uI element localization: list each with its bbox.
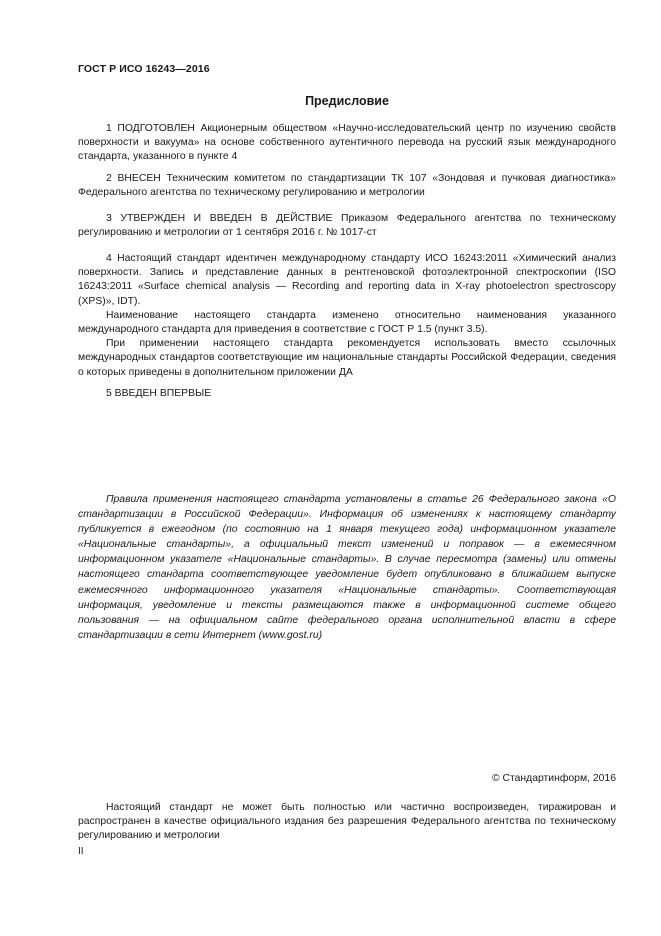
reproduction-notice: Настоящий стандарт не может быть полностью или частично воспроизведен, тиражирован и распространен в качестве официального издания без разрешения Федерального агентства по техническому регулированию и метрологии bbox=[78, 802, 616, 842]
section-4-references: При применении настоящего стандарта рекомендуется использовать вместо ссылочных международных стандартов соответствующие им национальные стандарты Российской Федерации, сведения о которых приведены в дополнительном приложении ДА bbox=[78, 338, 616, 378]
section-5-first-introduced: 5 ВВЕДЕН ВПЕРВЫЕ bbox=[106, 388, 212, 399]
section-3-approved: 3 УТВЕРЖДЕН И ВВЕДЕН В ДЕЙСТВИЕ Приказом Федерального агентства по техническому регулированию и метрологии от 1 сентября 2016 г. № 1017-ст bbox=[78, 213, 616, 239]
section-4-name-change: Наименование настоящего стандарта изменено относительно наименования указанного международного стандарта для приведения в соответствие с ГОСТ Р 1.5 (пункт 3.5). bbox=[78, 309, 616, 336]
section-1-prepared: 1 ПОДГОТОВЛЕН Акционерным обществом «Научно-исследовательский центр по изучению свойств поверхности и вакуума» на основе собственного аутентичного перевода на русский язык международного стандарта, указанного в пункте 4 bbox=[78, 123, 616, 163]
rules-notice: Правила применения настоящего стандарта установлены в статье 26 Федерального закона «О стандартизации в Российской Федерации». Информация об изменениях к настоящему стандарту публикуется в ежегодном (по состоянию на 1 января текущего года) информационном указателе «Национальные стандарты», а официальный текст изменений и поправок — в ежемесячном информационном указателе «Национальные стандарты». В случае пересмотра (замены) или отмены настоящего стандарта соответствующее уведомление будет опубликовано в ближайшем выпуске ежемесячного информационного указателя «Национальные стандарты». Соответствующая информация, уведомление и тексты размещаются также в информационной системе общего пользования — на официальном сайте федерального органа исполнительной власти в сфере стандартизации в сети Интернет (www.gost.ru) bbox=[78, 494, 616, 641]
section-2-introduced: 2 ВНЕСЕН Техническим комитетом по стандартизации ТК 107 «Зондовая и пучковая диагностика» Федерального агентства по техническому регулированию и метрологии bbox=[78, 173, 616, 199]
page-title: Предисловие bbox=[305, 94, 389, 108]
page-number: II bbox=[78, 846, 84, 857]
section-4 bbox=[78, 252, 616, 380]
document-code: ГОСТ Р ИСО 16243—2016 bbox=[78, 63, 210, 75]
copyright: © Стандартинформ, 2016 bbox=[491, 773, 616, 784]
section-4-identity: 4 Настоящий стандарт идентичен международному стандарту ИСО 16243:2011 «Химический анализ поверхности. Запись и представление данных в рентгеновской фотоэлектронной спектроскопии (ISO 16243:2011 «Surface chemical analysis — Recording and reporting data in X-ray photoelectron spectroscopy (XPS)», IDT). bbox=[78, 253, 616, 307]
